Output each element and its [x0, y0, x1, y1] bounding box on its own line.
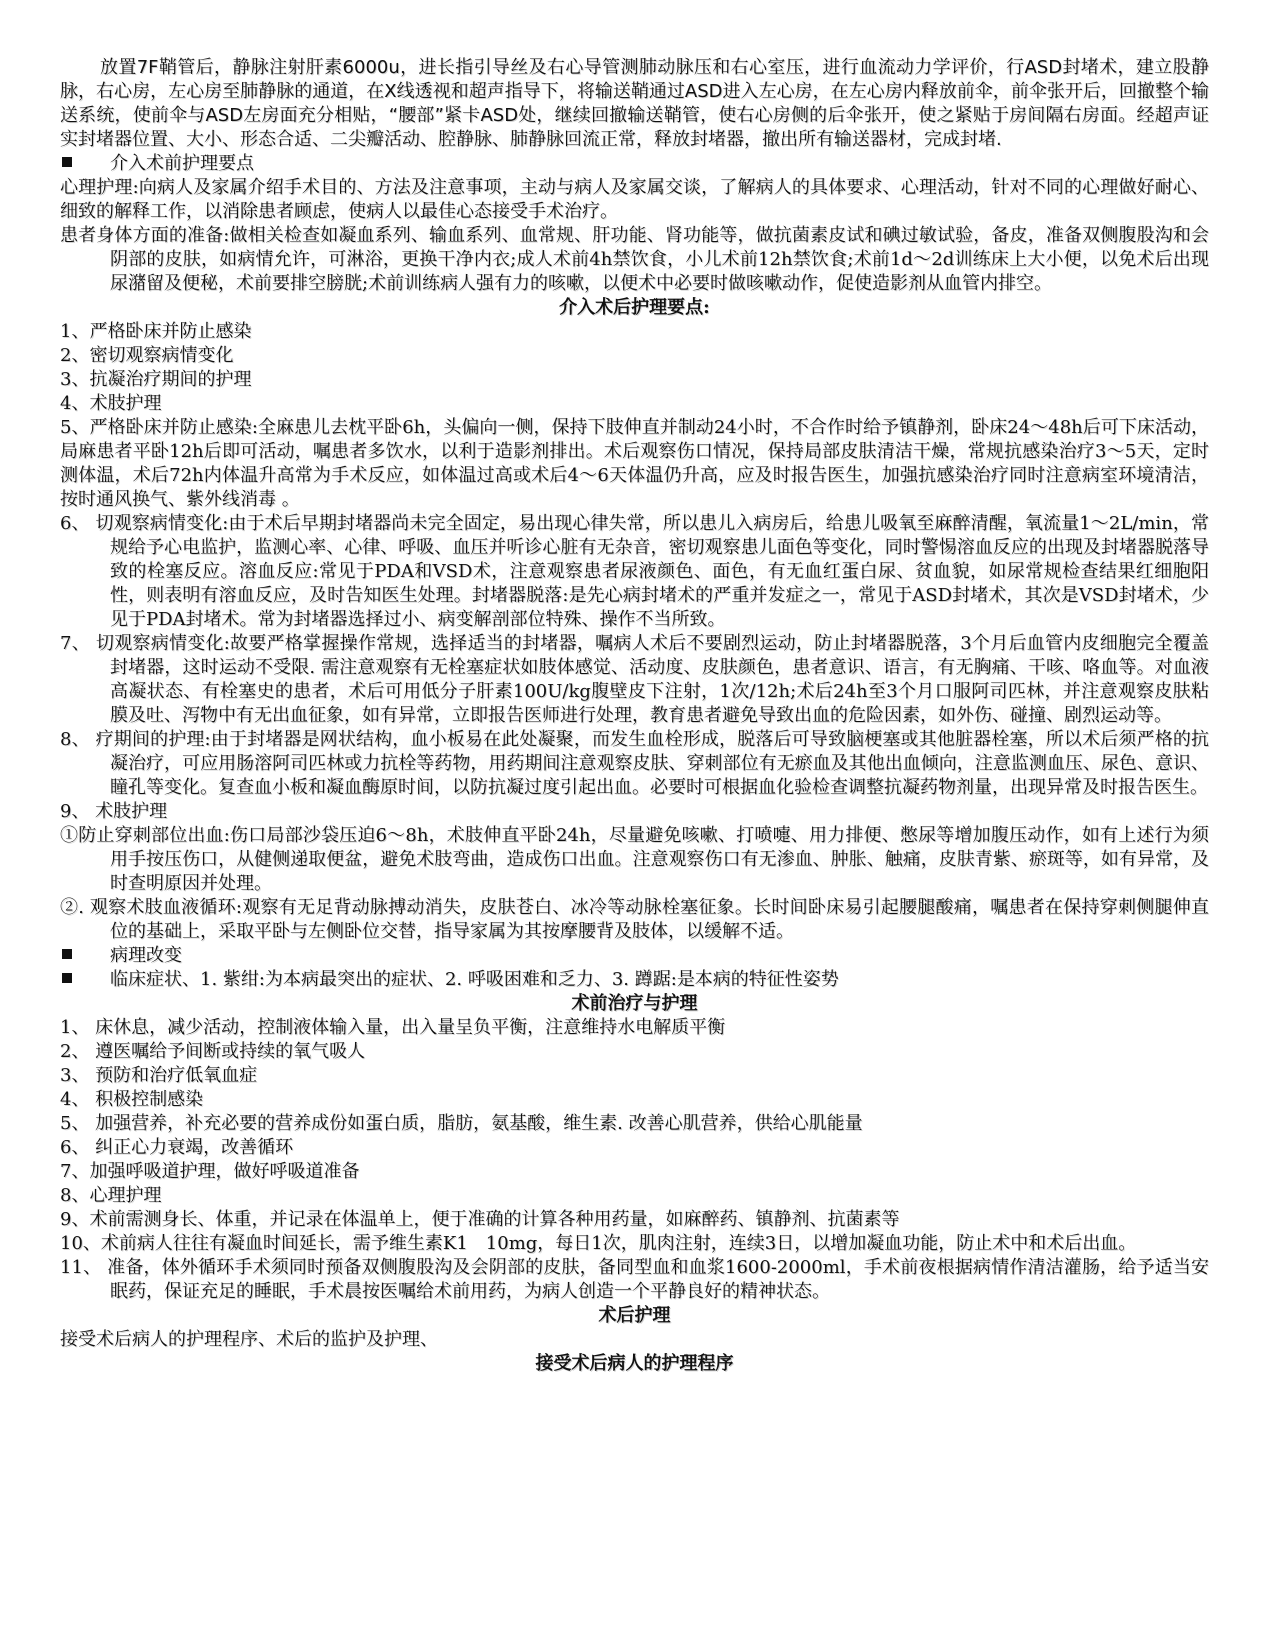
- preop-item: 8、心理护理: [60, 1185, 162, 1206]
- symptoms-bullet: [60, 968, 1209, 992]
- preop-treatment-title: 术前治疗与护理: [571, 993, 698, 1014]
- preop-item: 5、 加强营养，补充必要的营养成份如蛋白质，脂肪，氨基酸，维生素. 改善心肌营养，供给心肌能量: [60, 1113, 863, 1134]
- square-bullet-icon: [62, 157, 72, 167]
- post-item-8: 8、 疗期间的护理:由于封堵器是网状结构，血小板易在此处凝聚，而发生血栓形成，脱落后可导致脑梗塞或其他脏器栓塞，所以术后须严格的抗凝治疗，可应用肠溶阿司匹林或力抗栓等药物，用药期间注意观察皮肤、穿刺部位有无瘀血及其他出血倾向，注意监测血压、尿色、意识、瞳孔等变化。复查血小板和凝血酶原时间，以防抗凝过度引起出血。必要时可根据血化验检查调整抗凝药物剂量，出现异常及时报告医生。: [60, 729, 1209, 798]
- intro-paragraph: 放置7F鞘管后，静脉注射肝素6000u，进长指引导丝及右心导管测肺动脉压和右心室压，进行血流动力学评价，行ASD封堵术，建立股静脉，右心房，左心房至肺静脉的通道，在X线透视和超声指导下，将输送鞘通过ASD进入左心房，在左心房内释放前伞，前伞张开后，回撤整个输送系统，使前伞与ASD左房面充分相贴，“腰部”紧卡ASD处，继续回撤输送鞘管，使右心房侧的后伞张开，使之紧贴于房间隔右房面。经超声证实封堵器位置、大小、形态合适、二尖瓣活动、腔静脉、肺静脉回流正常，释放封堵器，撤出所有输送器材，完成封堵.: [60, 57, 1209, 150]
- post-item-9: 9、 术肢护理: [60, 801, 168, 822]
- postop-title: 术后护理: [598, 1305, 671, 1326]
- preop-item: 2、 遵医嘱给予间断或持续的氧气吸人: [60, 1041, 366, 1062]
- square-bullet-icon: [62, 949, 72, 959]
- post-summary-item: 3、抗凝治疗期间的护理: [60, 369, 252, 390]
- post-item-6: 6、 切观察病情变化:由于术后早期封堵器尚未完全固定，易出现心律失常，所以患儿入病房后，给患儿吸氧至麻醉清醒，氧流量1～2L/min，常规给予心电监护，监测心率、心律、呼吸、血压并听诊心脏有无杂音，密切观察患儿面色等变化，同时警惕溶血反应的出现及封堵器脱落导致的栓塞反应。溶血反应:常见于PDA和VSD术，注意观察患者尿液颜色、面色，有无血红蛋白尿、贫血貌，如尿常规检查结果红细胞阳性，则表明有溶血反应，及时告知医生处理。封堵器脱落:是先心病封堵术的严重并发症之一，常见于ASD封堵术，其次是VSD封堵术，少见于PDA封堵术。常为封堵器选择过小、病变解剖部位特殊、操作不当所致。: [60, 513, 1209, 630]
- square-bullet-icon: [62, 973, 72, 983]
- preop-item: 1、 床休息，减少活动，控制液体输入量，出入量呈负平衡，注意维持水电解质平衡: [60, 1017, 726, 1038]
- body-prep-paragraph: 患者身体方面的准备:做相关检查如凝血系列、输血系列、血常规、肝功能、肾功能等，做抗菌素皮试和碘过敏试验，备皮，准备双侧腹股沟和会阴部的皮肤，如病情允许，可淋浴，更换干净内衣;成人术前4h禁饮食，小儿术前12h禁饮食;术前1d～2d训练床上大小便，以免术后出现尿潴留及便秘，术前要排空膀胱;术前训练病人强有力的咳嗽，以便术中必要时做咳嗽动作，促使造影剂从血管内排空。: [60, 225, 1209, 294]
- preop-item: 6、 纠正心力衰竭，改善循环: [60, 1137, 294, 1158]
- pathology-text: 病理改变: [110, 945, 182, 966]
- postop-line: 接受术后病人的护理程序、术后的监护及护理、: [60, 1329, 438, 1350]
- preop-item: 7、加强呼吸道护理，做好呼吸道准备: [60, 1161, 360, 1182]
- preop-item: 10、术前病人往往有凝血时间延长，需予维生素K1 10mg，每日1次，肌肉注射，连续3日，以增加凝血功能，防止术中和术后出血。: [60, 1233, 1137, 1254]
- post-care-title: 介入术后护理要点:: [559, 297, 710, 318]
- pre-care-title: 介入术前护理要点: [110, 153, 254, 174]
- post-summary-item: 4、术肢护理: [60, 393, 162, 414]
- symptoms-text: 临床症状、1. 紫绀:为本病最突出的症状、2. 呼吸困难和乏力、3. 蹲踞:是本病的特征性姿势: [110, 969, 839, 990]
- psych-care-paragraph: 心理护理:向病人及家属介绍手术目的、方法及注意事项，主动与病人及家属交谈，了解病人的具体要求、心理活动，针对不同的心理做好耐心、细致的解释工作，以消除患者顾虑，使病人以最佳心态接受手术治疗。: [60, 177, 1209, 222]
- post-item-9-sub-1: ①防止穿刺部位出血:伤口局部沙袋压迫6～8h，术肢伸直平卧24h，尽量避免咳嗽、打喷嚏、用力排便、憋尿等增加腹压动作，如有上述行为须用手按压伤口，从健侧递取便盆，避免术肢弯曲，造成伤口出血。注意观察伤口有无渗血、肿胀、触痛，皮肤青紫、瘀斑等，如有异常，及时查明原因并处理。: [60, 825, 1209, 894]
- postop-subtitle: 接受术后病人的护理程序: [535, 1353, 734, 1374]
- pathology-bullet: [60, 944, 1209, 968]
- preop-item: 3、 预防和治疗低氧血症: [60, 1065, 258, 1086]
- preop-item-11: 11、 准备，体外循环手术须同时预备双侧腹股沟及会阴部的皮肤，备同型血和血浆1600-2000ml，手术前夜根据病情作清洁灌肠，给予适当安眠药，保证充足的睡眠，手术晨按医嘱给术前用药，为病人创造一个平静良好的精神状态。: [60, 1257, 1209, 1302]
- post-item-7: 7、 切观察病情变化:故要严格掌握操作常规，选择适当的封堵器，嘱病人术后不要剧烈运动，防止封堵器脱落，3个月后血管内皮细胞完全覆盖封堵器，这时运动不受限. 需注意观察有无栓塞症状如肢体感觉、活动度、皮肤颜色，患者意识、语言，有无胸痛、干咳、咯血等。对血液高凝状态、有栓塞史的患者，术后可用低分子肝素100U/kg腹壁皮下注射，1次/12h;术后24h至3个月口服阿司匹林，并注意观察皮肤粘膜及吐、泻物中有无出血征象，如有异常，立即报告医师进行处理，教育患者避免导致出血的危险因素，如外伤、碰撞、剧烈运动等。: [60, 633, 1209, 726]
- pre-care-bullet: [60, 152, 1209, 176]
- post-summary-item: 1、严格卧床并防止感染: [60, 321, 252, 342]
- preop-item: 9、术前需测身长、体重，并记录在体温单上，便于准确的计算各种用药量，如麻醉药、镇静剂、抗菌素等: [60, 1209, 900, 1230]
- post-item-9-sub-2: ②. 观察术肢血液循环:观察有无足背动脉搏动消失，皮肤苍白、冰冷等动脉栓塞征象。长时间卧床易引起腰腿酸痛，嘱患者在保持穿刺侧腿伸直位的基础上，采取平卧与左侧卧位交替，指导家属为其按摩腰背及肢体，以缓解不适。: [60, 897, 1209, 942]
- preop-item: 4、 积极控制感染: [60, 1089, 204, 1110]
- post-summary-item: 2、密切观察病情变化: [60, 345, 234, 366]
- post-item-5: 5、严格卧床并防止感染:全麻患儿去枕平卧6h，头偏向一侧，保持下肢伸直并制动24小时，不合作时给予镇静剂，卧床24～48h后可下床活动，局麻患者平卧12h后即可活动，嘱患者多饮水，以利于造影剂排出。术后观察伤口情况，保持局部皮肤清洁干燥，常规抗感染治疗3～5天，定时测体温，术后72h内体温升高常为手术反应，如体温过高或术后4～6天体温仍升高，应及时报告医生，加强抗感染治疗同时注意病室环境清洁，按时通风换气、紫外线消毒 。: [60, 417, 1209, 510]
